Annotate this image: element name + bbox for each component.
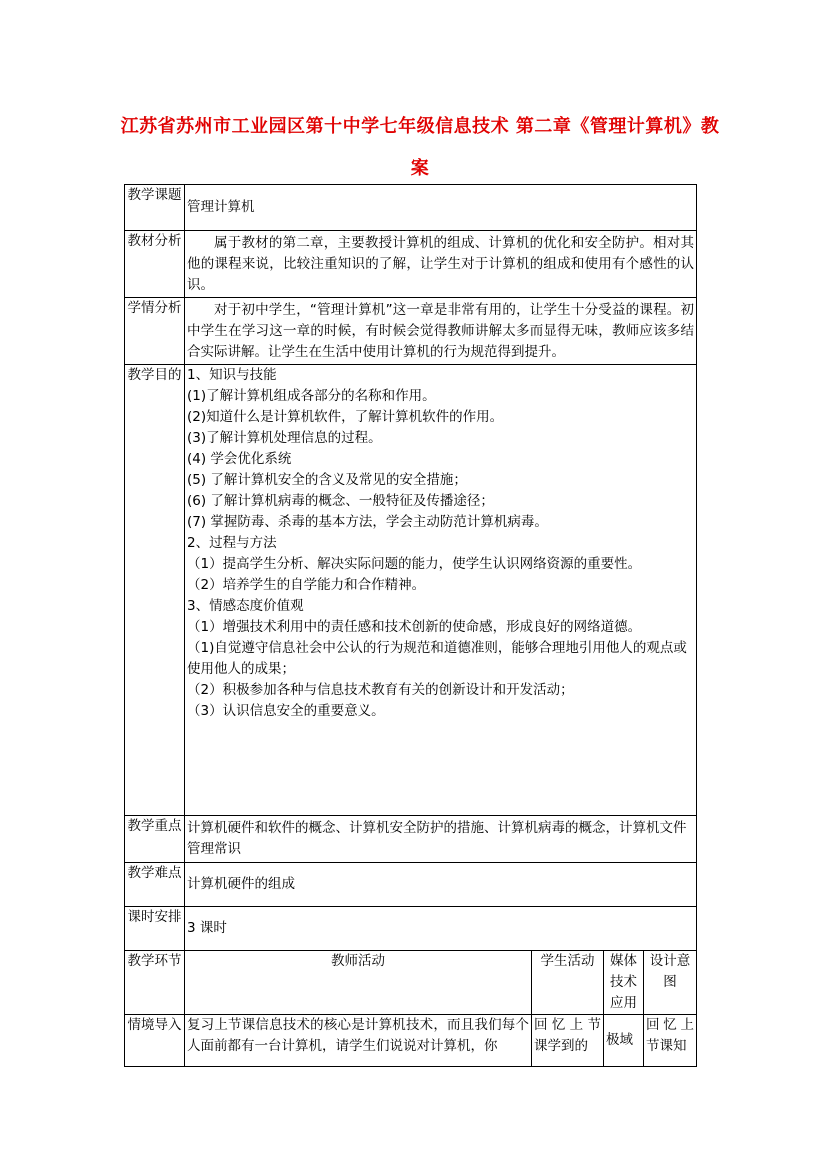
header-teacher: 教师活动 bbox=[185, 951, 532, 1015]
objective-line: (4) 学会优化系统 bbox=[187, 451, 292, 467]
page-title: 江苏省苏州市工业园区第十中学七年级信息技术 第二章《管理计算机》教案 bbox=[120, 116, 720, 179]
objective-line: (7) 掌握防毒、杀毒的基本方法，学会主动防范计算机病毒。 bbox=[187, 514, 548, 530]
value-material: 属于教材的第二章，主要教授计算机的组成、计算机的优化和安全防护。相对其他的课程来说，比较注重知识的了解，让学生对于计算机的组成和使用有个感性的认识。 bbox=[185, 231, 697, 298]
process-stage: 情境导入 bbox=[125, 1015, 185, 1067]
header-intent: 设计意图 bbox=[644, 951, 697, 1015]
objective-line: （1)自觉遵守信息社会中公认的行为规范和道德准则，能够合理地引用他人的观点或使用他人的成果； bbox=[187, 640, 687, 677]
objective-line: (6) 了解计算机病毒的概念、一般特征及传播途径； bbox=[187, 493, 494, 509]
objective-line: （1）提高学生分析、解决实际问题的能力，使学生认识网络资源的重要性。 bbox=[187, 556, 642, 572]
row-difficulty bbox=[125, 863, 697, 907]
header-student: 学生活动 bbox=[532, 951, 604, 1015]
objective-line: (5) 了解计算机安全的含义及常见的安全措施； bbox=[187, 472, 467, 488]
objective-line: （3）认识信息安全的重要意义。 bbox=[187, 703, 385, 719]
label-key-points: 教学重点 bbox=[125, 816, 185, 863]
label-difficulty: 教学难点 bbox=[125, 863, 185, 907]
label-learner: 学情分析 bbox=[125, 298, 185, 365]
value-learner: 对于初中学生，“管理计算机”这一章是非常有用的，让学生十分受益的课程。初中学生在学习这一章的时候，有时候会觉得教师讲解太多而显得无味，教师应该多结合实际讲解。让学生在生活中使用计算机的行为规范得到提升。 bbox=[185, 298, 697, 365]
objective-line: 1、知识与技能 bbox=[187, 367, 277, 383]
objective-line: 2、过程与方法 bbox=[187, 535, 277, 551]
row-material bbox=[125, 231, 697, 298]
header-stage: 教学环节 bbox=[125, 951, 185, 1015]
value-key-points: 计算机硬件和软件的概念、计算机安全防护的措施、计算机病毒的概念，计算机文件管理常识 bbox=[185, 816, 697, 863]
value-hours: 3 课时 bbox=[185, 907, 697, 951]
value-objectives bbox=[185, 365, 697, 816]
objective-line: （2）积极参加各种与信息技术教育有关的创新设计和开发活动； bbox=[187, 682, 574, 698]
label-topic: 教学课题 bbox=[125, 185, 185, 231]
process-row bbox=[125, 1015, 697, 1067]
row-learner bbox=[125, 298, 697, 365]
label-objectives: 教学目的 bbox=[125, 365, 185, 816]
lesson-plan-table bbox=[124, 184, 697, 1067]
process-teacher: 复习上节课信息技术的核心是计算机技术，而且我们每个人面前都有一台计算机，请学生们说说对计算机，你 bbox=[185, 1015, 532, 1067]
row-hours bbox=[125, 907, 697, 951]
label-hours: 课时安排 bbox=[125, 907, 185, 951]
objective-line: (1)了解计算机组成各部分的名称和作用。 bbox=[187, 388, 436, 404]
objective-line: (3)了解计算机处理信息的过程。 bbox=[187, 430, 382, 446]
objective-line: 3、情感态度价值观 bbox=[187, 598, 304, 614]
value-difficulty: 计算机硬件的组成 bbox=[185, 863, 697, 907]
row-key-points bbox=[125, 816, 697, 863]
process-intent: 回忆上节课知 bbox=[644, 1015, 697, 1067]
row-objectives bbox=[125, 365, 697, 816]
header-media: 媒体技术应用 bbox=[604, 951, 644, 1015]
objective-line: （1）增强技术利用中的责任感和技术创新的使命感，形成良好的网络道德。 bbox=[187, 619, 642, 635]
label-material: 教材分析 bbox=[125, 231, 185, 298]
objective-line: （2）培养学生的自学能力和合作精神。 bbox=[187, 577, 426, 593]
objective-line: (2)知道什么是计算机软件，了解计算机软件的作用。 bbox=[187, 409, 504, 425]
row-topic bbox=[125, 185, 697, 231]
process-media: 极域 bbox=[604, 1015, 644, 1067]
process-student: 回忆上节课学到的 bbox=[532, 1015, 604, 1067]
value-topic: 管理计算机 bbox=[185, 185, 697, 231]
process-header-row bbox=[125, 951, 697, 1015]
